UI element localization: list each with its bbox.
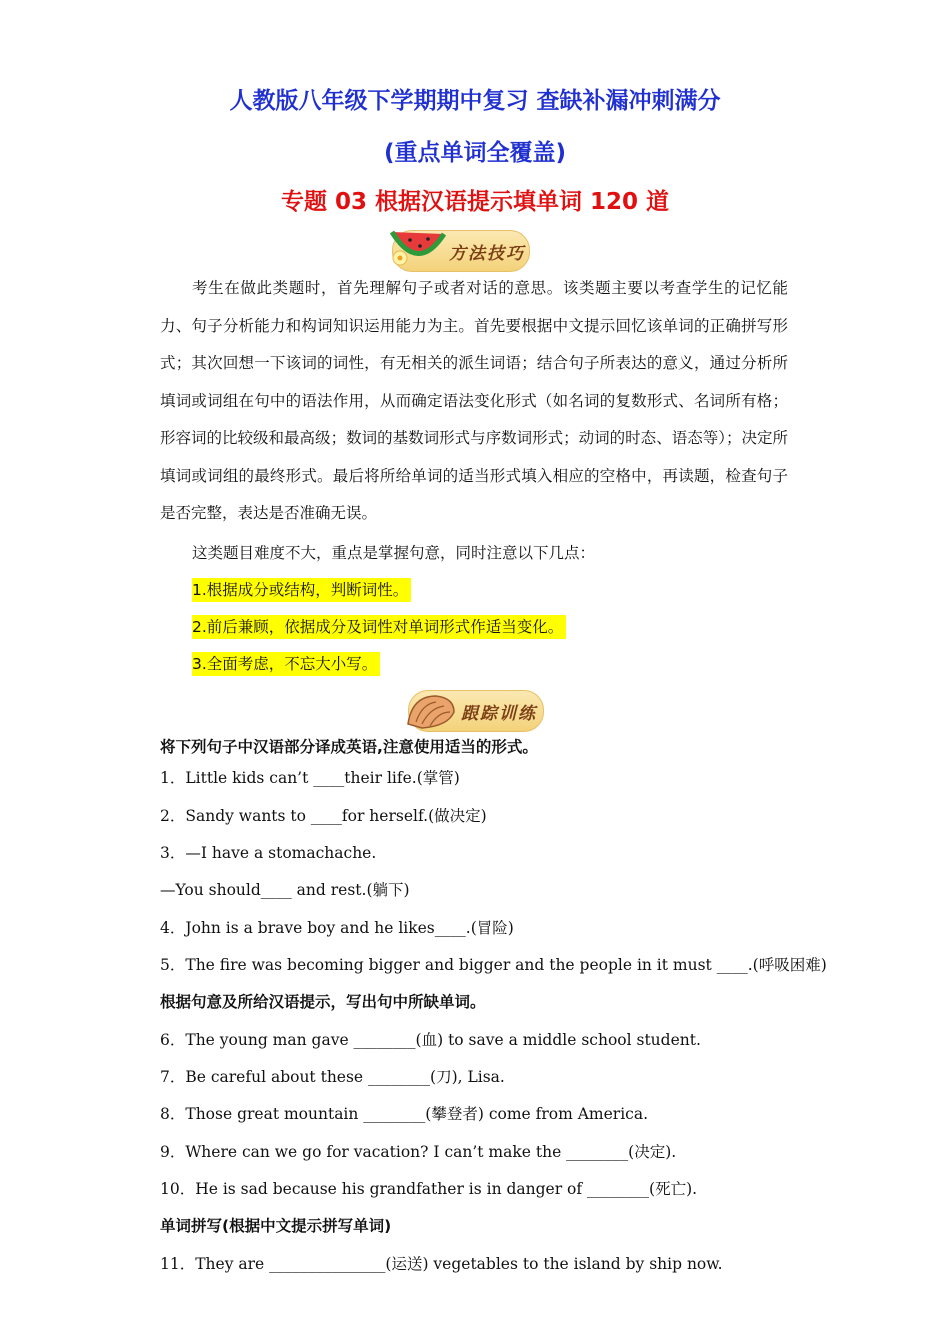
question-item: 10．He is sad because his grandfather is in danger of ________(死亡). — [160, 1180, 698, 1198]
question-item: 4．John is a brave boy and he likes____.(冒险) — [160, 919, 514, 937]
question-item: —You should____ and rest.(躺下) — [160, 881, 410, 899]
question-item: 11．They are _______________(运送) vegetables to the island by ship now. — [160, 1255, 723, 1273]
document-subtitle: (重点单词全覆盖) — [383, 140, 567, 166]
section-heading: 将下列句子中汉语部分译成英语,注意使用适当的形式。 — [160, 738, 538, 756]
intro-note: 这类题目难度不大，重点是掌握句意，同时注意以下几点： — [192, 544, 596, 562]
section-heading: 根据句意及所给汉语提示，写出句中所缺单词。 — [160, 993, 486, 1011]
question-item: 8．Those great mountain ________(攀登者) come from America. — [160, 1105, 649, 1123]
practice-badge-label: 跟踪训练 — [461, 703, 537, 724]
document-title: 人教版八年级下学期期中复习 查缺补漏冲刺满分 — [229, 88, 721, 114]
tip-item: 1.根据成分或结构，判断词性。 — [192, 578, 411, 602]
section-heading: 单词拼写(根据中文提示拼写单词) — [160, 1217, 392, 1235]
question-item: 3．—I have a stomachache. — [160, 844, 377, 862]
question-item: 7．Be careful about these ________(刀), Lisa. — [160, 1068, 505, 1086]
topic-title: 专题 03 根据汉语提示填单词 120 道 — [280, 189, 670, 215]
methods-badge-label: 方法技巧 — [449, 243, 525, 264]
watermelon-icon — [388, 222, 452, 272]
question-item: 9．Where can we go for vacation? I can’t make the ________(决定). — [160, 1143, 677, 1161]
question-item: 6．The young man gave ________(血) to save a middle school student. — [160, 1031, 701, 1049]
intro-paragraph: 考生在做此类题时，首先理解句子或者对话的意思。该类题主要以考查学生的记忆能力、句子分析能力和构词知识运用能力为主。首先要根据中文提示回忆该单词的正确拼写形式；其次回想一下该词的词性，有无相关的派生词语；结合句子所表达的意义，通过分析所填词或词组在句中的语法作用，从而确定语法变化形式（如名词的复数形式、名词所有格；形容词的比较级和最高级；数词的基数词形式与序数词形式；动词的时态、语态等）；决定所填词或词组的最终形式。最后将所给单词的适当形式填入相应的空格中，再读题，检查句子是否完整，表达是否准确无误。 — [160, 279, 788, 522]
tip-item: 3.全面考虑，不忘大小写。 — [192, 652, 380, 676]
question-item: 5．The fire was becoming bigger and bigger and the people in it must ____.(呼吸困难) — [160, 956, 827, 974]
shell-icon — [402, 690, 460, 732]
question-item: 1．Little kids can’t ____their life.(掌管) — [160, 769, 460, 787]
question-item: 2．Sandy wants to ____for herself.(做决定) — [160, 807, 487, 825]
tip-item: 2.前后兼顾，依据成分及词性对单词形式作适当变化。 — [192, 615, 566, 639]
